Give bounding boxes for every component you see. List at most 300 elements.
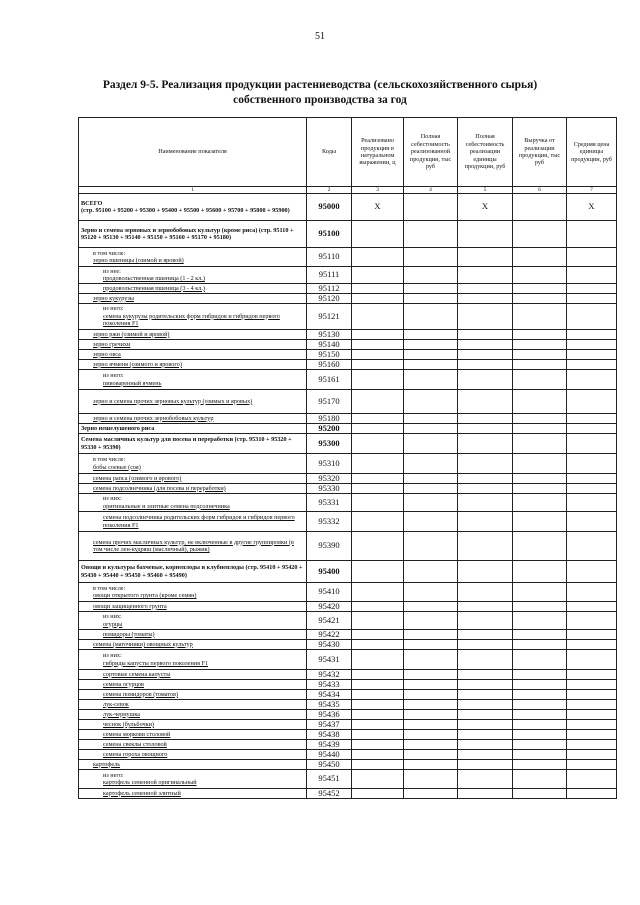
value-cell-col4 [404, 474, 458, 484]
value-cell-col6 [513, 583, 567, 602]
indicator-name-cell [79, 284, 307, 294]
code-cell: 95332 [307, 512, 352, 532]
value-cell-col5 [458, 612, 513, 630]
indicator-name-cell [79, 690, 307, 700]
indicator-name-line: Семена масличных культур для посева и переработки (стр. 95310 + 95320 + 95330 + 95390) [81, 436, 292, 451]
value-cell-col6 [513, 267, 567, 284]
value-cell-col5 [458, 304, 513, 330]
value-cell-col4 [404, 484, 458, 494]
indicator-name-line: помидоры (томаты) [103, 630, 155, 638]
indicator-name-line: семена (маточники) овощных культур [93, 640, 193, 648]
header-col7: Средняя цена единицы продукции, руб [567, 118, 617, 187]
value-cell-col7 [567, 248, 617, 267]
code-cell: 95130 [307, 330, 352, 340]
indicator-name-line: ВСЕГО [81, 199, 103, 207]
value-cell-col7 [567, 414, 617, 424]
indicator-name-cell [79, 434, 307, 454]
value-cell-col4 [404, 640, 458, 650]
indicator-name-line: из него: [103, 771, 124, 779]
table-row [79, 284, 617, 294]
value-cell-col7 [567, 340, 617, 350]
value-cell-col6 [513, 221, 567, 248]
value-cell-col5 [458, 340, 513, 350]
indicator-name-line: семена кукурузы родительских форм гибридов и гибридов первого поколения F1 [103, 312, 280, 328]
value-cell-col6 [513, 512, 567, 532]
value-cell-col3 [352, 650, 404, 670]
code-cell: 95161 [307, 370, 352, 390]
code-cell: 95110 [307, 248, 352, 267]
header-col6: Выручка от реализации продукции, тыс руб [513, 118, 567, 187]
value-cell-col7 [567, 360, 617, 370]
code-cell: 95200 [307, 424, 352, 434]
indicator-name-cell [79, 350, 307, 360]
indicator-name-line: овощи защищенного грунта [93, 602, 167, 610]
value-cell-col5 [458, 602, 513, 612]
value-cell-col7 [567, 770, 617, 789]
value-cell-col6 [513, 434, 567, 454]
indicator-name-cell [79, 750, 307, 760]
indicator-name-cell [79, 424, 307, 434]
indicator-name-cell [79, 370, 307, 390]
value-cell-col3 [352, 760, 404, 770]
value-cell-col7 [567, 484, 617, 494]
indicator-name-line: семена прочих масличных культур, не включенные в другие группировки (в том числе лен-кудряш (масличный), рыжик) [93, 538, 294, 553]
indicator-name-cell [79, 484, 307, 494]
indicator-name-line: картофель [93, 760, 121, 768]
section-title-line-1: Раздел 9-5. Реализация продукции растениеводства (сельскохозяйственного сырья) [102, 79, 538, 91]
code-cell: 95150 [307, 350, 352, 360]
indicator-name-cell [79, 670, 307, 680]
indicator-name-cell [79, 414, 307, 424]
code-cell: 95300 [307, 434, 352, 454]
column-number: 2 [307, 187, 352, 194]
value-cell-col4 [404, 294, 458, 304]
value-cell-col7 [567, 330, 617, 340]
indicator-name-cell [79, 650, 307, 670]
code-cell: 95450 [307, 760, 352, 770]
value-cell-col4 [404, 690, 458, 700]
table-row [79, 700, 617, 710]
value-cell-col7: X [567, 194, 617, 221]
indicator-name-line: семена подсолнечника (для посева и переработки) [93, 484, 226, 492]
value-cell-col3 [352, 304, 404, 330]
value-cell-col6 [513, 294, 567, 304]
table-row [79, 650, 617, 670]
value-cell-col3 [352, 612, 404, 630]
column-number: 1 [79, 187, 307, 194]
code-cell: 95140 [307, 340, 352, 350]
value-cell-col6 [513, 340, 567, 350]
value-cell-col3 [352, 602, 404, 612]
value-cell-col5: X [458, 194, 513, 221]
indicator-name-line: оригинальные и элитные семена подсолнечника [103, 502, 230, 510]
value-cell-col4 [404, 434, 458, 454]
indicator-name-cell [79, 194, 307, 221]
value-cell-col6 [513, 612, 567, 630]
table-row [79, 640, 617, 650]
indicator-name-cell [79, 360, 307, 370]
value-cell-col6 [513, 630, 567, 640]
table-row [79, 267, 617, 284]
value-cell-col7 [567, 650, 617, 670]
code-cell: 95390 [307, 532, 352, 561]
table-row [79, 583, 617, 602]
indicator-name-line: Зерно и семена зерновых и зернобобовых культур (кроме риса) (стр. 95110 + 95120 + 95130 + 95140 + 95150 + 95160 + 95170 + 95180) [81, 226, 294, 241]
value-cell-col3 [352, 532, 404, 561]
code-cell: 95422 [307, 630, 352, 640]
table-row [79, 494, 617, 512]
value-cell-col7 [567, 720, 617, 730]
table-row [79, 602, 617, 612]
value-cell-col3 [352, 370, 404, 390]
indicator-name-cell [79, 512, 307, 532]
value-cell-col7 [567, 680, 617, 690]
indicator-name-line: зерно ячменя (озимого и ярового) [93, 360, 182, 368]
value-cell-col3 [352, 640, 404, 650]
value-cell-col7 [567, 740, 617, 750]
value-cell-col5 [458, 414, 513, 424]
value-cell-col3 [352, 710, 404, 720]
value-cell-col3: X [352, 194, 404, 221]
value-cell-col6 [513, 789, 567, 799]
code-cell: 95433 [307, 680, 352, 690]
value-cell-col4 [404, 750, 458, 760]
header-row [79, 118, 617, 187]
value-cell-col3 [352, 484, 404, 494]
value-cell-col5 [458, 360, 513, 370]
table-row [79, 390, 617, 414]
value-cell-col5 [458, 512, 513, 532]
value-cell-col5 [458, 330, 513, 340]
indicator-name-line: из них: [103, 613, 122, 621]
value-cell-col5 [458, 390, 513, 414]
value-cell-col6 [513, 680, 567, 690]
value-cell-col6 [513, 760, 567, 770]
value-cell-col6 [513, 194, 567, 221]
value-cell-col5 [458, 370, 513, 390]
table-row [79, 370, 617, 390]
value-cell-col6 [513, 720, 567, 730]
table-row [79, 454, 617, 474]
indicator-name-cell [79, 602, 307, 612]
value-cell-col3 [352, 494, 404, 512]
value-cell-col3 [352, 284, 404, 294]
indicator-name-cell [79, 770, 307, 789]
value-cell-col7 [567, 700, 617, 710]
indicator-name-cell [79, 710, 307, 720]
indicator-name-line: чеснок (бульбочки) [103, 720, 154, 728]
indicator-name-line: в том числе: [93, 249, 126, 257]
value-cell-col4 [404, 670, 458, 680]
value-cell-col4 [404, 680, 458, 690]
value-cell-col6 [513, 304, 567, 330]
value-cell-col5 [458, 750, 513, 760]
value-cell-col6 [513, 494, 567, 512]
value-cell-col7 [567, 760, 617, 770]
indicator-name-cell [79, 700, 307, 710]
indicator-name-line: зерно гречихи [93, 340, 131, 348]
value-cell-col3 [352, 630, 404, 640]
code-cell: 95420 [307, 602, 352, 612]
value-cell-col3 [352, 454, 404, 474]
table-row [79, 512, 617, 532]
value-cell-col4 [404, 710, 458, 720]
indicator-name-line: зерно ржи (озимой и яровой) [93, 330, 170, 338]
table-row [79, 789, 617, 799]
value-cell-col6 [513, 360, 567, 370]
value-cell-col7 [567, 390, 617, 414]
indicator-name-line: Зерно нешелушеного риса [81, 424, 155, 432]
column-number: 5 [458, 187, 513, 194]
value-cell-col4 [404, 454, 458, 474]
value-cell-col5 [458, 690, 513, 700]
value-cell-col4 [404, 390, 458, 414]
value-cell-col4 [404, 561, 458, 583]
indicator-name-cell [79, 720, 307, 730]
value-cell-col4 [404, 730, 458, 740]
value-cell-col4 [404, 700, 458, 710]
value-cell-col5 [458, 730, 513, 740]
indicator-name-line: из него: [103, 372, 124, 380]
indicator-name-line: лук-севок [103, 700, 129, 708]
table-row [79, 221, 617, 248]
value-cell-col7 [567, 670, 617, 680]
table-row [79, 474, 617, 484]
indicator-name-cell [79, 390, 307, 414]
value-cell-col4 [404, 630, 458, 640]
value-cell-col3 [352, 474, 404, 484]
table-row [79, 730, 617, 740]
value-cell-col7 [567, 454, 617, 474]
value-cell-col7 [567, 350, 617, 360]
code-cell: 95437 [307, 720, 352, 730]
table-row [79, 532, 617, 561]
value-cell-col3 [352, 690, 404, 700]
indicator-name-line: пивоваренный ячмень [103, 379, 162, 387]
value-cell-col4 [404, 350, 458, 360]
table-row [79, 484, 617, 494]
indicator-name-cell [79, 304, 307, 330]
code-cell: 95320 [307, 474, 352, 484]
column-number: 3 [352, 187, 404, 194]
indicator-name-cell [79, 330, 307, 340]
indicator-name-line: из нее: [103, 267, 121, 275]
value-cell-col5 [458, 650, 513, 670]
value-cell-col3 [352, 750, 404, 760]
table-row [79, 194, 617, 221]
value-cell-col4 [404, 612, 458, 630]
value-cell-col7 [567, 267, 617, 284]
value-cell-col6 [513, 330, 567, 340]
indicator-name-line: гибриды капусты первого поколения F1 [103, 659, 209, 667]
indicator-name-line: семена помидоров (томатов) [103, 690, 179, 698]
value-cell-col4 [404, 789, 458, 799]
indicator-name-cell [79, 532, 307, 561]
table-row [79, 294, 617, 304]
value-cell-col4 [404, 583, 458, 602]
column-number: 4 [404, 187, 458, 194]
indicator-name-line: семена подсолнечника родительских форм гибридов и гибридов первого поколения F1 [103, 514, 295, 529]
value-cell-col5 [458, 760, 513, 770]
indicator-name-line: зерно и семена прочих зерновых культур (озимых и яровых) [93, 397, 253, 405]
indicator-name-line: из него: [103, 305, 124, 313]
value-cell-col6 [513, 484, 567, 494]
column-numbers-row [79, 187, 617, 194]
value-cell-col3 [352, 248, 404, 267]
table-row [79, 770, 617, 789]
header-name: Наименование показателя [79, 118, 307, 187]
value-cell-col3 [352, 414, 404, 424]
value-cell-col5 [458, 630, 513, 640]
value-cell-col7 [567, 602, 617, 612]
value-cell-col3 [352, 267, 404, 284]
value-cell-col4 [404, 330, 458, 340]
indicator-name-line: зерно овса [93, 350, 121, 358]
indicator-name-line: огурцы [103, 620, 123, 628]
header-col3: Реализовано продукции в натуральном выражении, ц [352, 118, 404, 187]
value-cell-col6 [513, 700, 567, 710]
value-cell-col7 [567, 561, 617, 583]
value-cell-col4 [404, 284, 458, 294]
indicator-name-line: семена моркови столовой [103, 730, 171, 738]
indicator-name-cell [79, 494, 307, 512]
code-cell: 95331 [307, 494, 352, 512]
value-cell-col3 [352, 740, 404, 750]
value-cell-col6 [513, 561, 567, 583]
value-cell-col3 [352, 360, 404, 370]
indicator-name-cell [79, 454, 307, 474]
value-cell-col7 [567, 304, 617, 330]
value-cell-col3 [352, 340, 404, 350]
value-cell-col7 [567, 789, 617, 799]
code-cell: 95432 [307, 670, 352, 680]
value-cell-col5 [458, 284, 513, 294]
value-cell-col7 [567, 690, 617, 700]
indicator-name-cell [79, 294, 307, 304]
indicator-name-cell [79, 789, 307, 799]
value-cell-col4 [404, 494, 458, 512]
value-cell-col7 [567, 424, 617, 434]
code-cell: 95000 [307, 194, 352, 221]
value-cell-col7 [567, 294, 617, 304]
indicator-name-line: зерно пшеницы (озимой и яровой) [93, 257, 184, 264]
value-cell-col7 [567, 583, 617, 602]
value-cell-col3 [352, 221, 404, 248]
header-code: Коды [307, 118, 352, 187]
value-cell-col5 [458, 494, 513, 512]
value-cell-col7 [567, 710, 617, 720]
value-cell-col6 [513, 284, 567, 294]
column-number: 7 [567, 187, 617, 194]
value-cell-col5 [458, 789, 513, 799]
value-cell-col3 [352, 390, 404, 414]
value-cell-col4 [404, 194, 458, 221]
table-row [79, 760, 617, 770]
table-row [79, 630, 617, 640]
value-cell-col5 [458, 294, 513, 304]
code-cell: 95430 [307, 640, 352, 650]
value-cell-col7 [567, 630, 617, 640]
value-cell-col6 [513, 370, 567, 390]
table-row [79, 360, 617, 370]
value-cell-col6 [513, 414, 567, 424]
value-cell-col5 [458, 454, 513, 474]
column-number: 6 [513, 187, 567, 194]
value-cell-col3 [352, 700, 404, 710]
table-row [79, 561, 617, 583]
value-cell-col4 [404, 360, 458, 370]
value-cell-col5 [458, 434, 513, 454]
value-cell-col6 [513, 248, 567, 267]
value-cell-col6 [513, 602, 567, 612]
indicator-name-line: зерно кукурузы [93, 294, 134, 302]
indicator-name-line: из них: [103, 495, 122, 503]
code-cell: 95111 [307, 267, 352, 284]
value-cell-col5 [458, 484, 513, 494]
value-cell-col6 [513, 474, 567, 484]
value-cell-col3 [352, 789, 404, 799]
code-cell: 95180 [307, 414, 352, 424]
value-cell-col3 [352, 583, 404, 602]
value-cell-col5 [458, 583, 513, 602]
code-cell: 95120 [307, 294, 352, 304]
indicator-name-cell [79, 340, 307, 350]
indicator-name-cell [79, 583, 307, 602]
indicator-name-line: овощи открытого грунта (кроме семян) [93, 592, 197, 599]
value-cell-col5 [458, 740, 513, 750]
value-cell-col6 [513, 424, 567, 434]
value-cell-col4 [404, 304, 458, 330]
code-cell: 95435 [307, 700, 352, 710]
value-cell-col7 [567, 474, 617, 484]
value-cell-col4 [404, 720, 458, 730]
value-cell-col4 [404, 340, 458, 350]
value-cell-col6 [513, 454, 567, 474]
value-cell-col3 [352, 770, 404, 789]
value-cell-col3 [352, 730, 404, 740]
table-row [79, 248, 617, 267]
value-cell-col4 [404, 248, 458, 267]
value-cell-col4 [404, 740, 458, 750]
indicator-name-line: зерно и семена прочих зернобобовых культур [93, 414, 214, 422]
value-cell-col6 [513, 690, 567, 700]
value-cell-col6 [513, 650, 567, 670]
value-cell-col5 [458, 770, 513, 789]
value-cell-col4 [404, 602, 458, 612]
indicator-name-line: продовольственная пшеница (1 - 2 кл.) [103, 275, 205, 282]
value-cell-col4 [404, 532, 458, 561]
indicator-name-cell [79, 740, 307, 750]
indicator-name-cell [79, 640, 307, 650]
code-cell: 95410 [307, 583, 352, 602]
value-cell-col3 [352, 330, 404, 340]
value-cell-col7 [567, 284, 617, 294]
value-cell-col5 [458, 670, 513, 680]
indicator-name-cell [79, 730, 307, 740]
table-row [79, 720, 617, 730]
value-cell-col6 [513, 770, 567, 789]
table-row [79, 304, 617, 330]
code-cell: 95310 [307, 454, 352, 474]
code-cell: 95431 [307, 650, 352, 670]
value-cell-col7 [567, 612, 617, 630]
value-cell-col4 [404, 650, 458, 670]
table-row [79, 690, 617, 700]
value-cell-col6 [513, 750, 567, 760]
indicator-name-cell [79, 630, 307, 640]
value-cell-col4 [404, 414, 458, 424]
value-cell-col6 [513, 390, 567, 414]
